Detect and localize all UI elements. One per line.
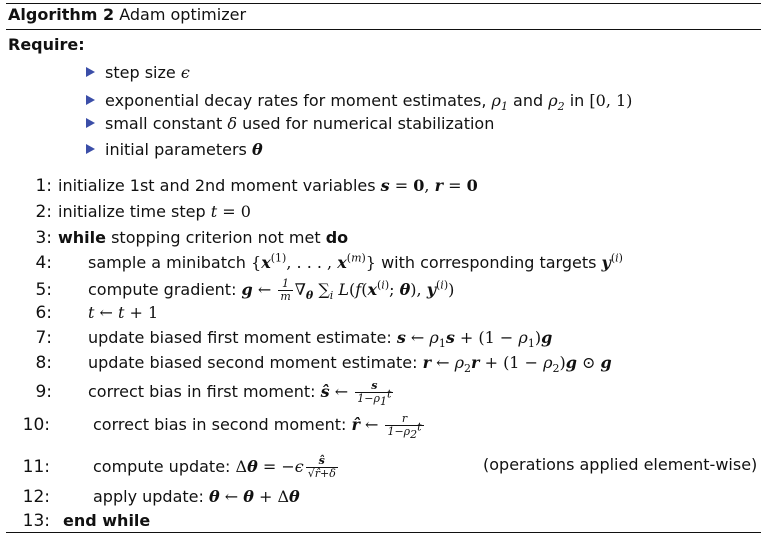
algorithm-line-6: 6: t ← t + 1	[35, 303, 159, 323]
top-rule	[6, 3, 761, 4]
algorithm-line-1: 1: initialize 1st and 2nd moment variables s = 0, r = 0	[35, 176, 478, 196]
algorithm-line-2: 2: initialize time step t = 0	[35, 202, 251, 222]
require-item: exponential decay rates for moment estimates, $\rho_1$ and $\rho_2$ in [0, 1)	[86, 91, 632, 111]
math-expression: t	[210, 202, 218, 221]
algorithm-block	[6, 0, 761, 539]
math-delta: δ	[227, 114, 237, 133]
math-rho1: $\rho_1$	[491, 91, 508, 114]
require-item: step size ϵ	[86, 63, 190, 83]
math-interval: [0, 1)	[589, 91, 633, 110]
algorithm-line-8: 8: update biased second moment estimate: r ← $\rho_2r + (1 - \rho_2)g$ ⊙ g	[35, 353, 612, 376]
algorithm-line-7: 7: update biased first moment estimate: s ← $\rho_1s + (1 - \rho_1)g$	[35, 328, 553, 351]
math-theta: θ	[251, 140, 263, 159]
bottom-rule	[6, 532, 761, 533]
math-rho2: $\rho_2$	[548, 91, 565, 114]
algorithm-line-13: 13: end while	[22, 511, 151, 531]
algorithm-line-10: 10: correct bias in second moment: r̂ ← $\frac{r}{1-\rho_2^t}$	[22, 412, 422, 442]
bullet-triangle-icon	[86, 67, 95, 77]
caption-rule	[6, 29, 761, 30]
bullet-triangle-icon	[86, 118, 95, 128]
algorithm-line-5: 5: compute gradient: g ← $\frac{1}{m}$ $\nabla_\theta$ $\sum_i$ $L(f(x^{(i)}$; θ), $y^{(i)}$)	[35, 277, 455, 303]
bullet-triangle-icon	[86, 144, 95, 154]
algorithm-line-12: 12: apply update: θ ← θ + Δθ	[22, 487, 300, 507]
caption-label: Algorithm 2	[8, 5, 115, 24]
algorithm-line-3: 3: while stopping criterion not met do	[35, 228, 349, 248]
bullet-triangle-icon	[86, 95, 95, 105]
require-item: initial parameters θ	[86, 140, 263, 160]
algorithm-line-4: 4: sample a minibatch {$x^{(1)}$, . . . , $x^{(m)}$} with corresponding targets $y^{(i)}$	[35, 251, 623, 273]
algorithm-line-11: 11: compute update: Δθ = −ϵ $\frac{ŝ}{√r̂+\delta}$ (operations applied element-wise)	[22, 454, 758, 480]
element-wise-note: (operations applied element-wise)	[483, 455, 758, 474]
math-expression: s	[380, 176, 390, 195]
algorithm-caption	[8, 5, 246, 25]
require-label: Require:	[8, 35, 85, 54]
algorithm-line-9: 9: correct bias in first moment: ŝ ← $\frac{s}{1-\rho_1^t}$	[35, 379, 392, 409]
math-epsilon: ϵ	[180, 63, 190, 82]
caption-title: Adam optimizer	[119, 5, 247, 24]
require-item: small constant δ used for numerical stabilization	[86, 114, 494, 134]
